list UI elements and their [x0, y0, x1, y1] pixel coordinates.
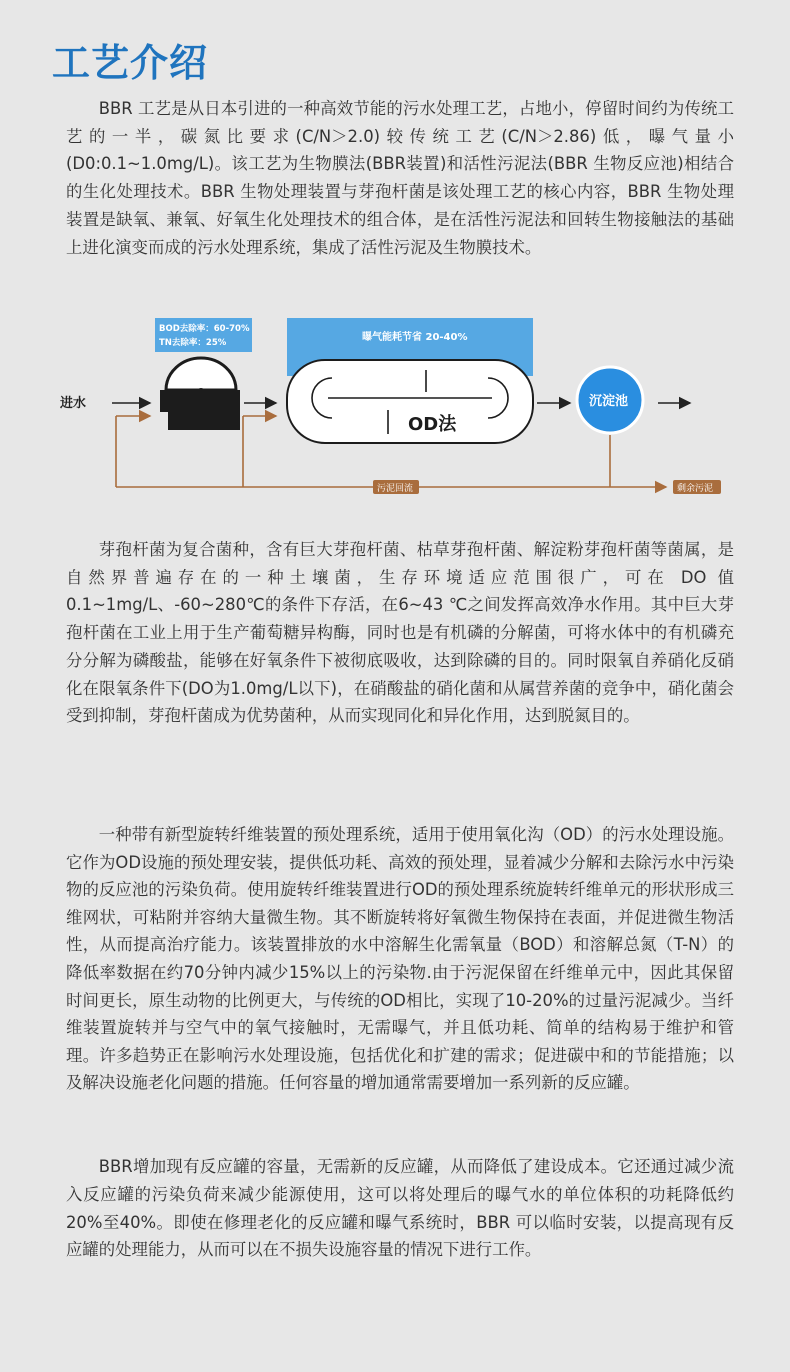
bacillus-paragraph: 芽孢杆菌为复合菌种，含有巨大芽孢杆菌、枯草芽孢杆菌、解淀粉芽孢杆菌等菌属，是自然界普遍存在的一种土壤菌，生存环境适应范围很广，可在 DO 值0.1~1mg/L、-60~280℃的条件下存活，在6~43 ℃之间发挥高效净水作用。其中巨大芽孢杆菌在工业上用于生产葡萄糖异构酶，同时也是有机磷的分解菌，可将水体中的有机磷充分分解为磷酸盐，能够在好氧条件下被彻底吸收，达到除磷的目的。同时限氧自养硝化反硝化在限氧条件下(DO为1.0mg/L以下)，在硝酸盐的硝化菌和从属营养菌的竞争中，硝化菌会受到抑制，芽孢杆菌成为优势菌种，从而实现同化和异化作用，达到脱氮目的。 — [66, 540, 734, 726]
rotating-fiber-device-icon — [160, 358, 240, 430]
tn-removal-text: TN去除率：25% — [159, 338, 227, 348]
bod-removal-text: BOD去除率：60-70% — [159, 324, 250, 334]
excess-sludge-badge — [673, 480, 721, 494]
sludge-return-text: 污泥回流 — [377, 484, 414, 494]
energy-saving-text: 曝气能耗节省 20-40% — [362, 332, 468, 343]
excess-sludge-text: 剩余污泥 — [677, 484, 714, 494]
sludge-return-badge — [373, 480, 419, 494]
process-flow-diagram — [0, 300, 790, 510]
inlet-label: 进水 — [60, 396, 87, 411]
od-method-label: OD法 — [408, 414, 457, 435]
removal-rate-badge — [155, 318, 252, 352]
intro-paragraph: BBR 工艺是从日本引进的一种高效节能的污水处理工艺，占地小，停留时间约为传统工艺的一半，碳氮比要求(C/N＞2.0)较传统工艺(C/N＞2.86)低，曝气量小(D0:0.1~1.0mg/L)。该工艺为生物膜法(BBR装置)和活性污泥法(BBR 生物反应池)相结合的生化处理技术。BBR 生物处理装置与芽孢杆菌是该处理工艺的核心内容，BBR 生物处理装置是缺氧、兼氧、好氧生化处理技术的组合体，是在活性污泥法和回转生物接触法的基础上进化演变而成的污水处理系统，集成了活性污泥及生物膜技术。 — [66, 99, 734, 257]
bbr-capacity-paragraph: BBR增加现有反应罐的容量，无需新的反应罐，从而降低了建设成本。它还通过减少流入反应罐的污染负荷来减少能源使用，这可以将处理后的曝气水的单位体积的功耗降低约20%至40%。即使在修理老化的反应罐和曝气系统时，BBR 可以临时安装，以提高现有反应罐的处理能力，从而可以在不损失设施容量的情况下进行工作。 — [66, 1157, 734, 1260]
clarifier-label: 沉淀池 — [589, 394, 629, 409]
pretreatment-paragraph: 一种带有新型旋转纤维装置的预处理系统，适用于使用氧化沟（OD）的污水处理设施。它作为OD设施的预处理安装，提供低功耗、高效的预处理，显着减少分解和去除污水中污染物的反应池的污染负荷。使用旋转纤维装置进行OD的预处理系统旋转纤维单元的形状形成三维网状，可粘附并容纳大量微生物。其不断旋转将好氧微生物保持在表面，并促进微生物活性，从而提高治疗能力。该装置排放的水中溶解生化需氧量（BOD）和溶解总氮（T-N）的降低率数据在约70分钟内减少15%以上的污染物.由于污泥保留在纤维单元中，因此其保留时间更长，原生动物的比例更大，与传统的OD相比，实现了10-20%的过量污泥减少。当纤维装置旋转并与空气中的氧气接触时，无需曝气，并且低功耗、简单的结构易于维护和管理。许多趋势正在影响污水处理设施，包括优化和扩建的需求；促进碳中和的节能措施；以及解决设施老化问题的措施。任何容量的增加通常需要增加一系列新的反应罐。 — [66, 825, 734, 1093]
page-title: 工艺介绍 — [52, 41, 209, 85]
